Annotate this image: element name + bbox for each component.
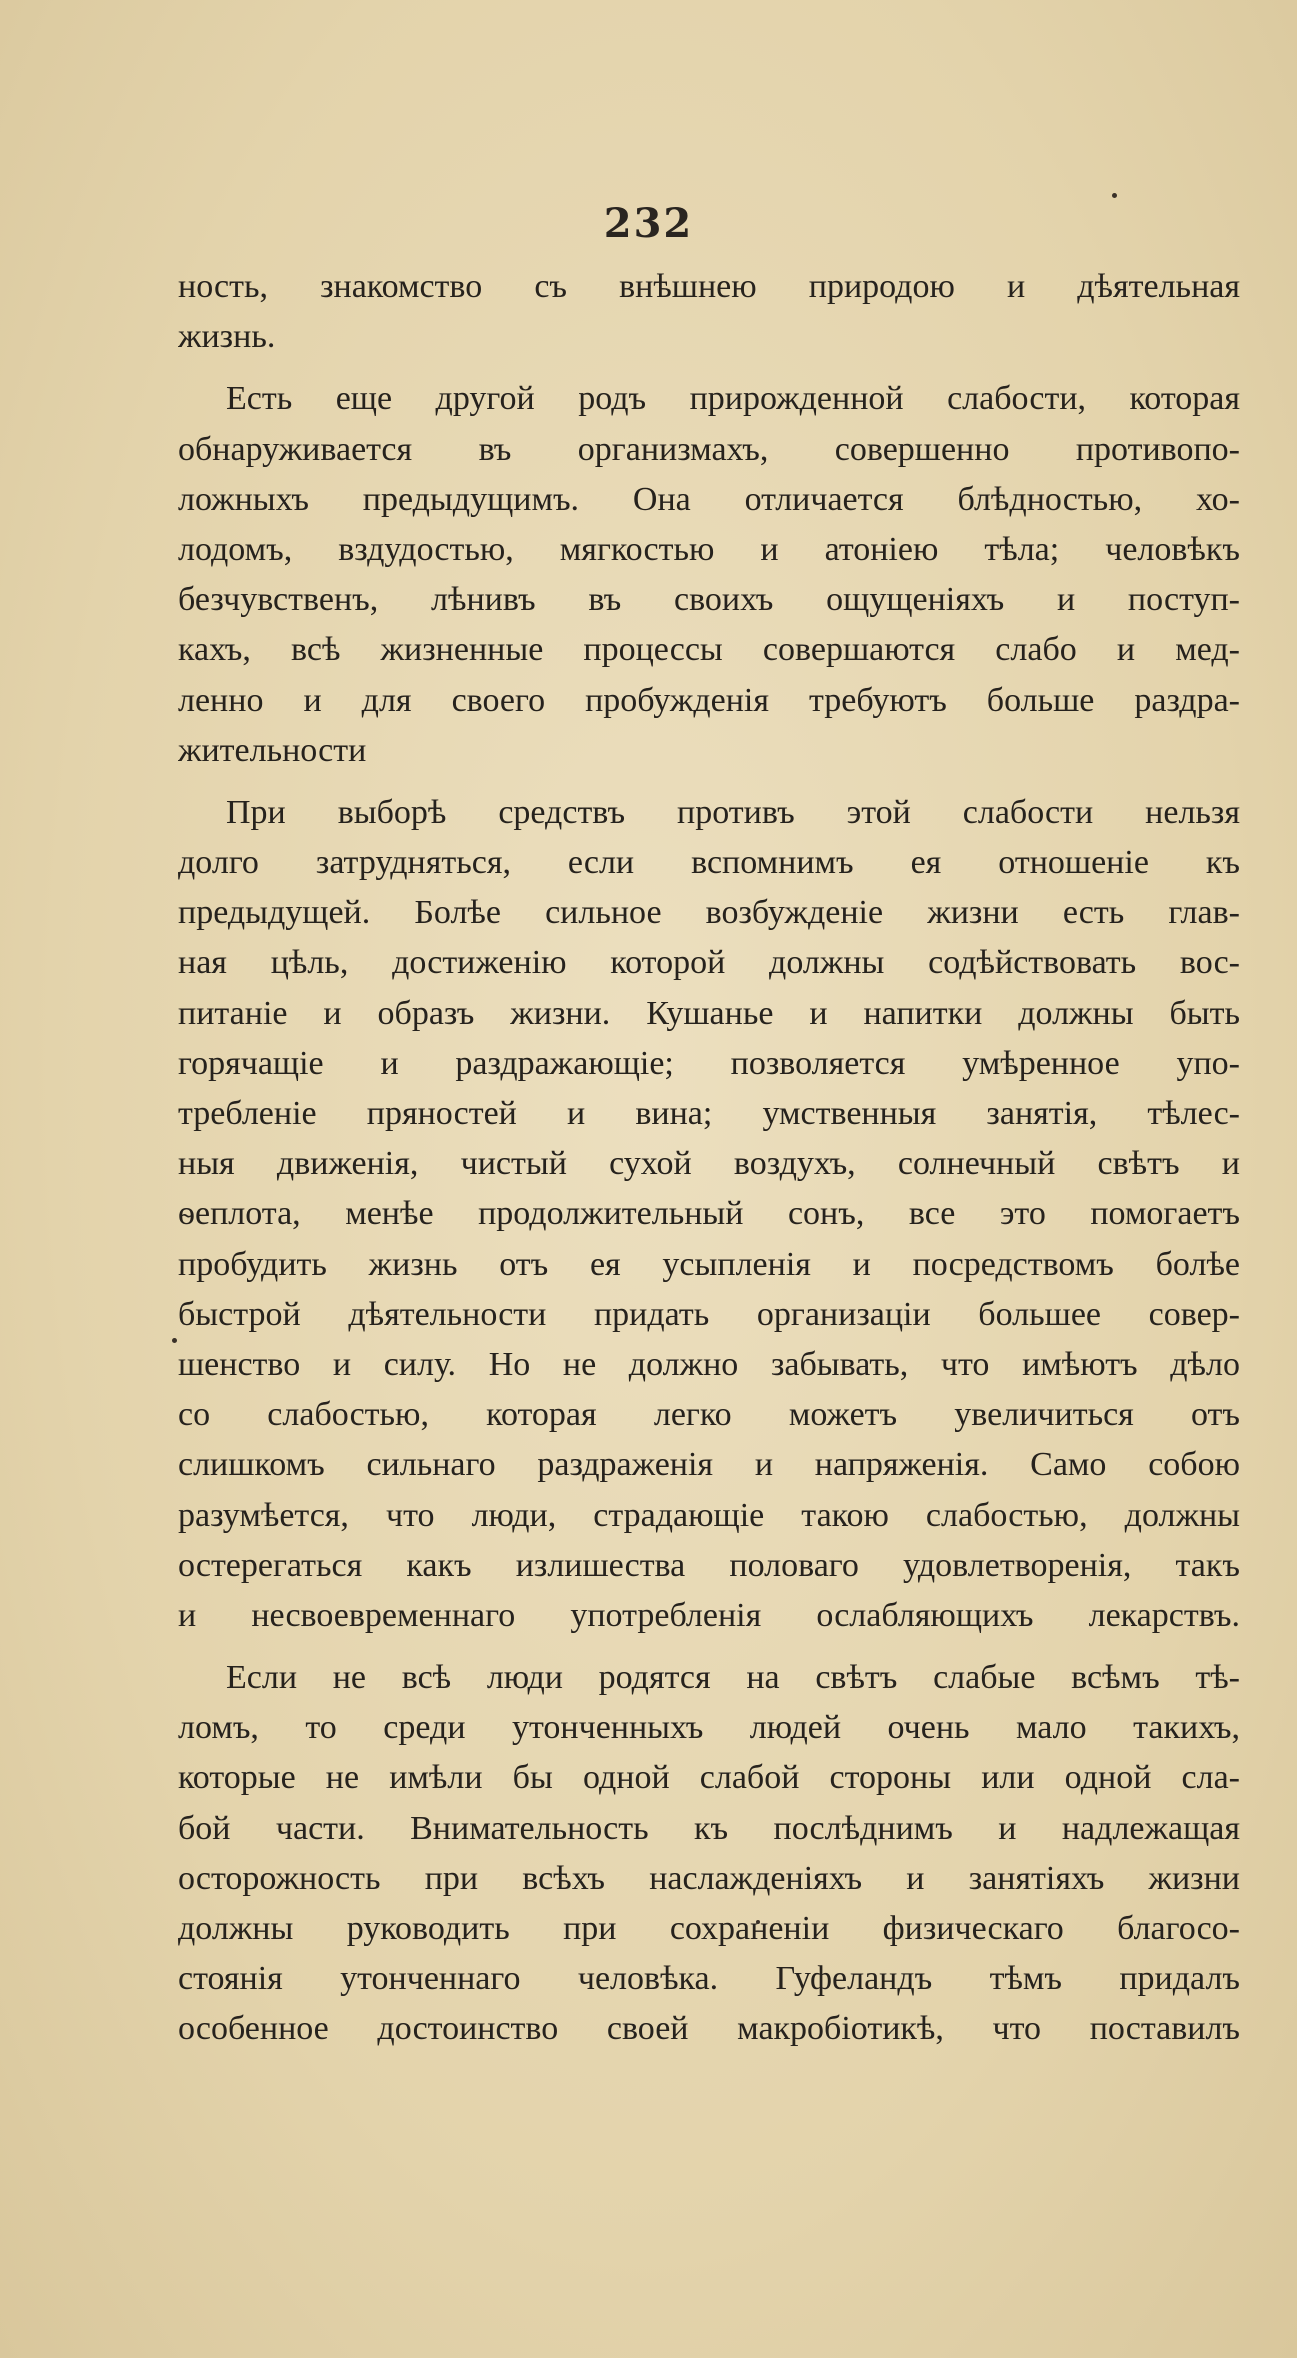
text-line: предыдущей. Болѣе сильное возбужденіе жизни есть глав- [178, 894, 1240, 932]
text-line: остерегаться какъ излишества половаго удовлетворенія, такъ [178, 1546, 1240, 1584]
paragraph [178, 1653, 1240, 2055]
text-line: должны руководить при сохраненіи физическаго благосо- [178, 1910, 1240, 1947]
text-line: которые не имѣли бы одной слабой стороны или одной сла- [178, 1759, 1240, 1797]
text-line: горячащіе и раздражающіе; позволяется умѣренное упо- [178, 1044, 1240, 1082]
text-line: питаніе и образъ жизни. Кушанье и напитки должны быть [178, 994, 1240, 1032]
paragraph [178, 374, 1240, 776]
text-line: обнаруживается въ организмахъ, совершенно противопо- [178, 430, 1240, 468]
text-line: со слабостью, которая легко можетъ увеличиться отъ [178, 1396, 1240, 1434]
text-line: быстрой дѣятельности придать организаціи большее совер- [178, 1295, 1240, 1333]
text-line: безчувственъ, лѣнивъ въ своихъ ощущеніяхъ и поступ- [178, 581, 1240, 619]
page-number: 232 [603, 200, 694, 247]
text-line: стоянія утонченнаго человѣка. Гуфеландъ тѣмъ придалъ [178, 1960, 1240, 1998]
ink-speck [1112, 193, 1117, 198]
text-line: ломъ, то среди утонченныхъ людей очень мало такихъ, [178, 1709, 1240, 1747]
text-line: При выборѣ средствъ противъ этой слабости нельзя [226, 793, 1240, 831]
text-line: ныя движенія, чистый сухой воздухъ, солнечный свѣтъ и [178, 1145, 1240, 1183]
text-line: ность, знакомство съ внѣшнею природою и дѣятельная [178, 268, 1240, 305]
paragraph [178, 262, 1240, 362]
text-line: долго затрудняться, если вспомнимъ ея отношеніе къ [178, 844, 1240, 882]
text-line: бой части. Внимательность къ послѣднимъ и надлежащая [178, 1809, 1240, 1847]
text-line: лодомъ, вздудостью, мягкостью и атоніею тѣла; человѣкъ [178, 530, 1240, 568]
text-line: и несвоевременнаго употребленія ослабляющихъ лекарствъ. [178, 1596, 1240, 1634]
text-line: Есть еще другой родъ прирожденной слабости, которая [226, 380, 1240, 418]
ink-speck [172, 1338, 177, 1343]
text-line: осторожность при всѣхъ наслажденіяхъ и занятіяхъ жизни [178, 1859, 1240, 1897]
text-line: слишкомъ сильнаго раздраженія и напряженія. Само собою [178, 1446, 1240, 1484]
text-line: ленно и для своего пробужденія требуютъ больше раздра- [178, 681, 1240, 719]
text-line: пробудить жизнь отъ ея усыпленія и посредствомъ болѣе [178, 1245, 1240, 1283]
text-line: особенное достоинство своей макробіотикѣ, что поставилъ [178, 2010, 1240, 2048]
text-line: ная цѣль, достиженію которой должны содѣйствовать вос- [178, 944, 1240, 982]
text-line: ложныхъ предыдущимъ. Она отличается блѣдностью, хо- [178, 480, 1240, 518]
text-line: требленіе пряностей и вина; умственныя занятія, тѣлес- [178, 1095, 1240, 1132]
text-line: шенство и силу. Но не должно забывать, что имѣютъ дѣло [178, 1345, 1240, 1383]
paragraph [178, 788, 1240, 1641]
body-text [178, 262, 1240, 2055]
text-line: разумѣется, что люди, страдающіе такою слабостью, должны [178, 1496, 1240, 1534]
text-line: ѳеплота, менѣе продолжительный сонъ, все это помогаетъ [178, 1195, 1240, 1233]
text-line: кахъ, всѣ жизненные процессы совершаются слабо и мед- [178, 631, 1240, 669]
text-line: Если не всѣ люди родятся на свѣтъ слабые всѣмъ тѣ- [226, 1659, 1240, 1697]
text-line: жительности [178, 731, 367, 769]
text-line: жизнь. [178, 318, 276, 356]
